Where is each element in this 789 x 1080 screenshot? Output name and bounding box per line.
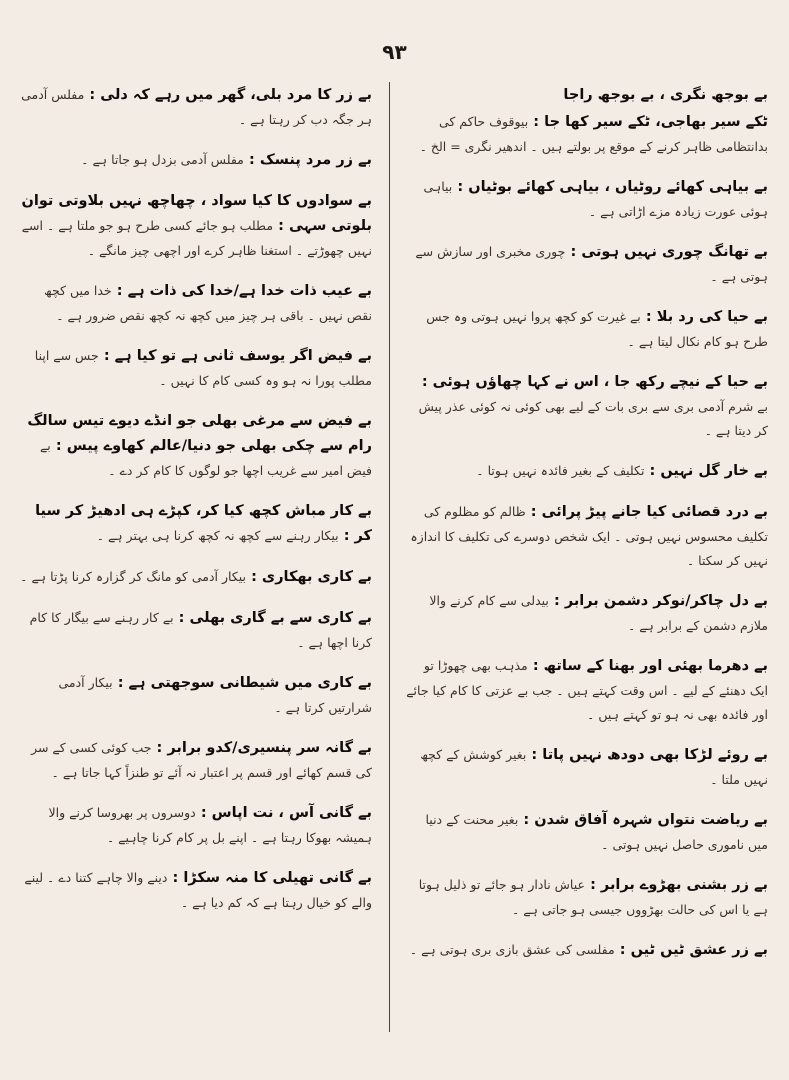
meaning: جس سے اپنا مطلب پورا نہ ہو وہ کسی کام کا نہیں ۔ — [34, 348, 372, 388]
headword: بے دھرما بھئی اور بھنا کے ساتھ : — [532, 658, 768, 674]
meaning: بیاہی ہوئی عورت زیادہ مزے اڑاتی ہے ۔ — [423, 179, 768, 219]
meaning: بے شرم آدمی بری سے بری بات کے لیے بھی کوئی نہ کوئی عذر پیش کر دیتا ہے ۔ — [418, 399, 768, 438]
page-number: ۹۳ — [382, 40, 407, 64]
entry — [406, 369, 768, 442]
column-divider — [389, 82, 390, 1032]
meaning: مفلسی کی عشق بازی بری ہوتی ہے ۔ — [409, 942, 615, 957]
entry — [406, 742, 768, 791]
entry — [406, 458, 768, 483]
headword: بے عیب ذات خدا ہے/خدا کی ذات ہے : — [116, 283, 372, 299]
left-column — [20, 82, 372, 914]
meaning: خدا میں کچھ نقص نہیں ۔ باقی ہر چیز میں کچھ نہ کچھ نقص ضرور ہے ۔ — [44, 283, 372, 323]
entry — [20, 343, 372, 392]
entry — [406, 937, 768, 962]
headword: بے فیض سے مرغی بھلی جو انڈے دیوے تیس سالگ رام سے چکی بھلی جو دنیا/عالم کھاوے پیس : — [27, 413, 372, 454]
meaning: مفلس آدمی بزدل ہو جاتا ہے ۔ — [81, 152, 244, 167]
headword: بے کاری بھکاری : — [251, 569, 372, 585]
headword: بے زر مرد پنسک : — [248, 152, 372, 168]
meaning: ظالم کو مظلوم کی تکلیف محسوس نہیں ہوتی ۔ ایک شخص دوسرے کی تکلیف کا اندازہ نہیں کر سکتا ۔ — [410, 504, 768, 568]
meaning: چوری مخبری اور سازش سے ہوتی ہے ۔ — [415, 244, 768, 284]
entry — [406, 653, 768, 726]
headword: بے سوادوں کا کیا سواد ، چھاچھ نہیں بلاوتی توان بلوتی سہی : — [21, 193, 372, 234]
entry — [20, 408, 372, 482]
headword: بے بیاہی کھائے روٹیاں ، بیاہی کھائے بوٹیاں : — [457, 179, 768, 195]
meaning: مطلب ہو جائے کسی طرح ہو جو ملتا ہے ۔ اسے نہیں چھوڑتے ۔ استغنا ظاہر کرے اور اچھی چیز مانگے ۔ — [21, 218, 372, 258]
meaning: بغیر کوشش کے کچھ نہیں ملتا ۔ — [420, 747, 768, 787]
entry — [406, 304, 768, 353]
headword: بے خار گل نہیں : — [649, 463, 768, 479]
entry — [406, 499, 768, 572]
headword: بے حیا کی رد بلا : — [645, 309, 768, 325]
headword: بے دل چاکر/نوکر دشمن برابر : — [553, 593, 768, 609]
meaning: بیدلی سے کام کرنے والا ملازم دشمن کے برابر ہے ۔ — [429, 593, 768, 633]
entry — [20, 147, 372, 172]
meaning: بیکار آدمی کو مانگ کر گزارہ کرنا پڑتا ہے ۔ — [20, 569, 246, 584]
meaning: مفلس آدمی ہر جگہ دب کر رہتا ہے ۔ — [21, 87, 372, 127]
headword: بے گانہ سر پنسیری/کدو برابر : — [156, 740, 372, 756]
entry — [20, 865, 372, 914]
entry — [406, 109, 768, 158]
entry — [406, 872, 768, 921]
headword: بے کاری میں شیطانی سوجھتی ہے : — [117, 675, 372, 691]
entry — [20, 735, 372, 784]
entry — [20, 188, 372, 262]
headword: بے زر کا مرد بلی، گھر میں رہے کہ دلی : — [89, 87, 372, 103]
meaning: بیکار رہنے سے کچھ نہ کچھ کرنا ہی بہتر ہے ۔ — [96, 528, 339, 543]
meaning: بے غیرت کو کچھ پروا نہیں ہوتی وہ جس طرح ہو کام نکال لیتا ہے ۔ — [426, 309, 768, 349]
headword: بے گانی آس ، نت اپاس : — [200, 805, 372, 821]
headword: بے حیا کے نیچے رکھ جا ، اس نے کہا چھاؤں ہوئی : — [421, 374, 768, 390]
right-column — [406, 82, 768, 962]
entry — [406, 807, 768, 856]
meaning: بے کار رہنے سے بیگار کا کام کرنا اچھا ہے ۔ — [29, 610, 372, 650]
headword: بے تھانگ چوری نہیں ہوتی : — [570, 244, 768, 260]
entry — [20, 564, 372, 589]
meaning: عیاش نادار ہو جائے تو ذلیل ہوتا ہے یا اس کی حالت بھڑووں جیسی ہو جاتی ہے ۔ — [418, 877, 768, 917]
entry — [406, 239, 768, 288]
entry — [20, 82, 372, 131]
headword: ٹکے سیر بھاجی، ٹکے سیر کھا جا : — [533, 114, 768, 130]
entry — [406, 588, 768, 637]
meaning: دینے والا چاہے کتنا دے ۔ لینے والے کو خیال رہتا ہے کہ کم دیا ہے ۔ — [24, 870, 372, 910]
entry — [20, 605, 372, 654]
entry — [20, 278, 372, 327]
entry — [20, 498, 372, 548]
entry — [406, 82, 768, 107]
meaning: دوسروں پر بھروسا کرنے والا ہمیشہ بھوکا رہتا ہے ۔ اپنے بل پر کام کرنا چاہیے ۔ — [48, 805, 372, 845]
entry — [406, 174, 768, 223]
headword: بے روئے لڑکا بھی دودھ نہیں پاتا : — [531, 747, 768, 763]
headword: بے فیض اگر یوسف ثانی ہے تو کیا ہے : — [103, 348, 372, 364]
meaning: بیکار آدمی شرارتیں کرتا ہے ۔ — [58, 675, 372, 715]
meaning: بے فیض امیر سے غریب اچھا جو لوگوں کا کام کر دے ۔ — [39, 438, 372, 478]
meaning: مذہب بھی چھوڑا تو ایک دھنئے کے لیے ۔ اس وقت کہتے ہیں ۔ جب بے عزتی کا کام کیا جائے اور فائدہ بھی نہ ہو تو کہتے ہیں ۔ — [406, 658, 768, 722]
entry — [20, 670, 372, 719]
headword: بے زر عشق ٹیں ٹیں : — [619, 942, 768, 958]
headword: بے درد قصائی کیا جانے پیڑ پرائی : — [530, 504, 768, 520]
headword: بے بوجھ نگری ، بے بوجھ راجا — [563, 87, 768, 103]
meaning: بیوقوف حاکم کی بدانتظامی ظاہر کرنے کے موقع پر بولتے ہیں ۔ اندھیر نگری = الخ ۔ — [419, 114, 768, 154]
meaning: تکلیف کے بغیر فائدہ نہیں ہوتا ۔ — [476, 463, 645, 478]
headword: بے کاری سے بے گاری بھلی : — [178, 610, 372, 626]
headword: بے گانی تھیلی کا منہ سکڑا : — [172, 870, 372, 886]
headword: بے کار مباش کچھ کیا کر، کپڑے ہی ادھیڑ کر سیا کر : — [35, 503, 372, 544]
meaning: بغیر محنت کے دنیا میں ناموری حاصل نہیں ہوتی ۔ — [425, 812, 768, 852]
headword: بے زر بشنی بھڑوے برابر : — [590, 877, 768, 893]
headword: بے ریاضت نتواں شہرہ آفاق شدن : — [523, 812, 768, 828]
entry — [20, 800, 372, 849]
meaning: جب کوئی کسی کے سر کی قسم کھائے اور قسم پر اعتبار نہ آئے تو طنزاً کہا جاتا ہے ۔ — [31, 740, 372, 780]
